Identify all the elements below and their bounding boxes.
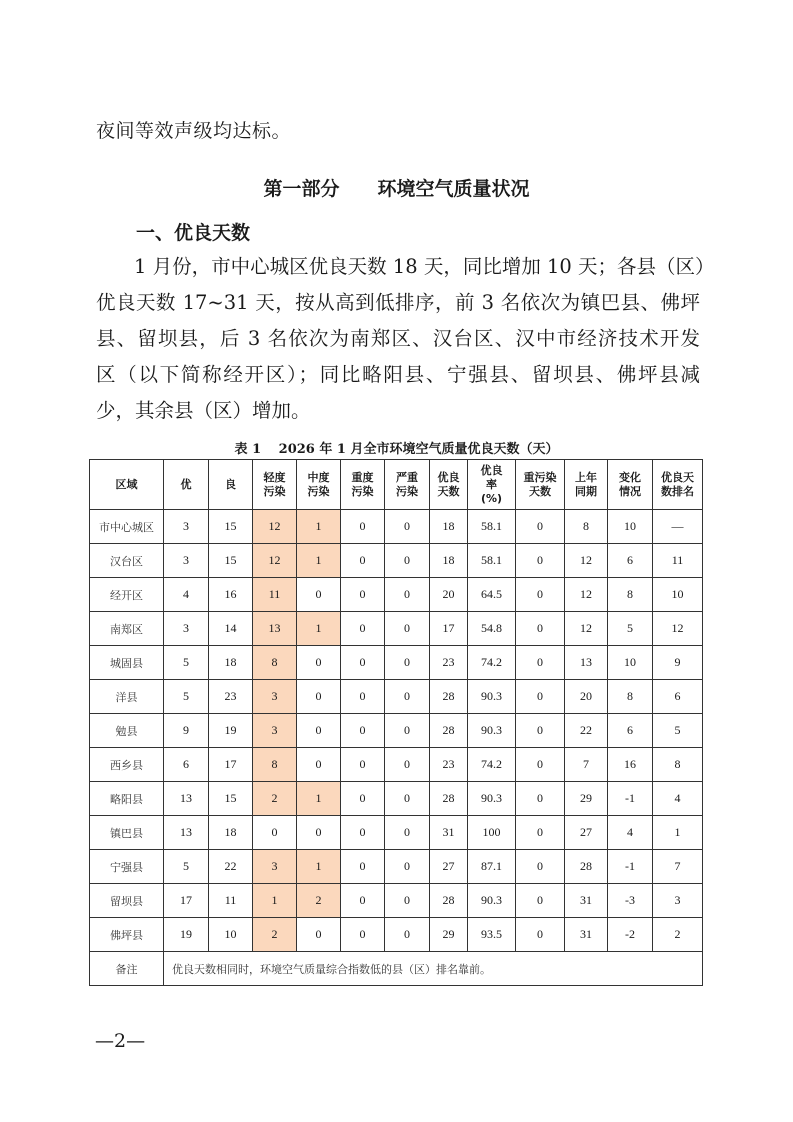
column-header-text: 同期 [575,484,597,498]
cell-last-year: 22 [565,714,608,748]
cell-good-days: 23 [430,646,468,680]
cell-heavy-days: 0 [516,612,565,646]
table-row [90,646,703,680]
part-title: 第一部分 环境空气质量状况 [263,178,530,200]
cell-moderate: 1 [297,612,341,646]
cell-rate: 100 [468,816,516,850]
cell-heavy-days: 0 [516,850,565,884]
cell-heavy: 0 [341,680,385,714]
column-header [468,460,516,510]
cell-heavy-days: 0 [516,510,565,544]
column-header-text: 优良 [437,470,460,484]
cell-moderate: 0 [297,578,341,612]
cell-heavy: 0 [341,816,385,850]
cell-good-days: 28 [430,680,468,714]
cell-severe: 0 [385,918,430,952]
cell-moderate: 0 [297,748,341,782]
column-header-text: 上年 [575,470,597,484]
cell-light: 2 [253,918,297,952]
cell-rate: 58.1 [468,510,516,544]
cell-heavy: 0 [341,544,385,578]
table-row [90,816,703,850]
table-row [90,918,703,952]
cell-heavy: 0 [341,748,385,782]
cell-good: 11 [209,884,253,918]
cell-light: 3 [253,714,297,748]
cell-moderate: 1 [297,510,341,544]
column-header [430,460,468,510]
cell-heavy: 0 [341,646,385,680]
cell-light: 11 [253,578,297,612]
cell-moderate: 1 [297,544,341,578]
paragraph-line: 优良天数 17~31 天，按从高到低排序，前 3 名依次为镇巴县、佛坪 [96,291,700,314]
table-row [90,884,703,918]
cell-excellent: 17 [164,884,209,918]
cell-area: 西乡县 [90,748,164,782]
cell-good: 17 [209,748,253,782]
table-row [90,612,703,646]
cell-severe: 0 [385,850,430,884]
cell-heavy: 0 [341,714,385,748]
column-header-text: 数排名 [661,484,694,498]
table-row [90,510,703,544]
cell-good-days: 29 [430,918,468,952]
cell-last-year: 13 [565,646,608,680]
cell-heavy: 0 [341,884,385,918]
cell-heavy: 0 [341,782,385,816]
cell-heavy: 0 [341,578,385,612]
cell-change: 16 [608,748,653,782]
cell-rank: 7 [653,850,703,884]
cell-change: -3 [608,884,653,918]
column-header [164,460,209,510]
cell-heavy-days: 0 [516,884,565,918]
cell-area: 汉台区 [90,544,164,578]
cell-light: 8 [253,646,297,680]
column-header-text: (%) [480,491,503,505]
table-row [90,578,703,612]
cell-rate: 54.8 [468,612,516,646]
cell-severe: 0 [385,578,430,612]
cell-last-year: 28 [565,850,608,884]
cell-heavy: 0 [341,850,385,884]
column-header-text: 污染 [351,484,374,498]
cell-excellent: 13 [164,816,209,850]
column-header [565,460,608,510]
cell-severe: 0 [385,544,430,578]
cell-heavy-days: 0 [516,748,565,782]
cell-excellent: 5 [164,646,209,680]
column-header [608,460,653,510]
cell-good-days: 28 [430,714,468,748]
cell-moderate: 0 [297,816,341,850]
column-header-text: 情况 [619,484,641,498]
cell-rank: 12 [653,612,703,646]
cell-heavy-days: 0 [516,782,565,816]
cell-heavy: 0 [341,612,385,646]
cell-rank: 10 [653,578,703,612]
cell-excellent: 9 [164,714,209,748]
column-header [297,460,341,510]
intro-line: 夜间等效声级均达标。 [96,120,292,142]
cell-area: 南郑区 [90,612,164,646]
column-header-text: 重污染 [523,470,557,484]
cell-good: 18 [209,816,253,850]
table-row [90,850,703,884]
cell-excellent: 5 [164,850,209,884]
cell-heavy: 0 [341,510,385,544]
cell-area: 佛坪县 [90,918,164,952]
cell-excellent: 13 [164,782,209,816]
cell-rank: 11 [653,544,703,578]
cell-good: 14 [209,612,253,646]
cell-light: 3 [253,850,297,884]
cell-good: 23 [209,680,253,714]
table-row [90,748,703,782]
cell-good-days: 28 [430,782,468,816]
table-caption: 表 1 2026 年 1 月全市环境空气质量优良天数（天） [234,442,559,457]
air-quality-table [89,459,703,986]
cell-light: 12 [253,510,297,544]
cell-rate: 74.2 [468,646,516,680]
cell-rate: 64.5 [468,578,516,612]
cell-last-year: 31 [565,884,608,918]
cell-severe: 0 [385,510,430,544]
body-paragraph [96,249,715,429]
cell-light: 8 [253,748,297,782]
cell-moderate: 0 [297,646,341,680]
cell-last-year: 20 [565,680,608,714]
cell-area: 镇巴县 [90,816,164,850]
cell-good: 22 [209,850,253,884]
cell-rank: 8 [653,748,703,782]
table-header-row [90,460,703,510]
cell-rate: 90.3 [468,782,516,816]
cell-change: -1 [608,782,653,816]
column-header [385,460,430,510]
cell-good: 15 [209,782,253,816]
cell-severe: 0 [385,884,430,918]
cell-light: 12 [253,544,297,578]
cell-excellent: 3 [164,510,209,544]
cell-good: 19 [209,714,253,748]
cell-change: 10 [608,646,653,680]
cell-change: 6 [608,544,653,578]
cell-light: 1 [253,884,297,918]
cell-moderate: 1 [297,782,341,816]
table-row [90,714,703,748]
column-header [653,460,703,510]
cell-rate: 90.3 [468,714,516,748]
column-header-text: 污染 [396,484,418,498]
cell-good: 18 [209,646,253,680]
column-header-text: 变化 [619,470,641,484]
cell-good-days: 23 [430,748,468,782]
cell-excellent: 5 [164,680,209,714]
column-header-text: 轻度 [263,470,286,484]
cell-heavy-days: 0 [516,544,565,578]
column-header-text: 率 [486,477,497,491]
column-header-text: 中度 [307,470,330,484]
cell-rate: 87.1 [468,850,516,884]
cell-good-days: 28 [430,884,468,918]
cell-rank: 9 [653,646,703,680]
cell-moderate: 0 [297,714,341,748]
cell-moderate: 1 [297,850,341,884]
column-header [516,460,565,510]
cell-severe: 0 [385,782,430,816]
cell-light: 13 [253,612,297,646]
cell-severe: 0 [385,680,430,714]
cell-heavy-days: 0 [516,918,565,952]
cell-change: 6 [608,714,653,748]
cell-rank: 6 [653,680,703,714]
cell-heavy: 0 [341,918,385,952]
cell-area: 留坝县 [90,884,164,918]
cell-good: 15 [209,544,253,578]
column-header-text: 天数 [437,484,460,498]
cell-moderate: 0 [297,918,341,952]
cell-rate: 90.3 [468,680,516,714]
note-row [90,952,703,986]
cell-rank: 2 [653,918,703,952]
cell-good-days: 17 [430,612,468,646]
column-header-text: 污染 [263,484,286,498]
cell-heavy-days: 0 [516,816,565,850]
table-row [90,680,703,714]
note-label: 备注 [90,952,164,986]
cell-area: 略阳县 [90,782,164,816]
column-header-text: 严重 [396,470,418,484]
cell-light: 3 [253,680,297,714]
column-header [253,460,297,510]
cell-area: 市中心城区 [90,510,164,544]
note-text: 优良天数相同时，环境空气质量综合指数低的县（区）排名靠前。 [164,952,703,986]
column-header-text: 良 [225,477,236,491]
section-title: 一、优良天数 [136,222,251,244]
cell-heavy-days: 0 [516,714,565,748]
column-header-text: 污染 [307,484,330,498]
cell-last-year: 7 [565,748,608,782]
table-body [90,510,703,986]
cell-area: 经开区 [90,578,164,612]
cell-severe: 0 [385,748,430,782]
paragraph-line: 少，其余县（区）增加。 [96,399,311,422]
cell-rank: 5 [653,714,703,748]
column-header [209,460,253,510]
cell-change: 5 [608,612,653,646]
cell-last-year: 8 [565,510,608,544]
cell-excellent: 3 [164,544,209,578]
table-row [90,782,703,816]
cell-last-year: 12 [565,612,608,646]
cell-good-days: 18 [430,510,468,544]
column-header-text: 天数 [529,484,551,498]
column-header-text: 重度 [351,470,374,484]
cell-area: 勉县 [90,714,164,748]
cell-change: -1 [608,850,653,884]
paragraph-line: 县、留坝县，后 3 名依次为南郑区、汉台区、汉中市经济技术开发 [96,327,700,350]
column-header [341,460,385,510]
column-header-text: 区域 [115,477,138,491]
cell-good: 10 [209,918,253,952]
cell-last-year: 12 [565,578,608,612]
column-header-text: 优 [180,477,192,491]
cell-area: 洋县 [90,680,164,714]
cell-light: 0 [253,816,297,850]
cell-good-days: 18 [430,544,468,578]
cell-good-days: 20 [430,578,468,612]
page-number: —2— [95,1030,146,1052]
cell-heavy-days: 0 [516,680,565,714]
cell-good-days: 31 [430,816,468,850]
cell-excellent: 19 [164,918,209,952]
cell-rank: 4 [653,782,703,816]
cell-rank: — [653,510,703,544]
cell-severe: 0 [385,612,430,646]
paragraph-line: 1 月份，市中心城区优良天数 18 天，同比增加 10 天；各县（区） [134,255,715,278]
cell-rate: 74.2 [468,748,516,782]
cell-area: 宁强县 [90,850,164,884]
cell-excellent: 4 [164,578,209,612]
cell-last-year: 27 [565,816,608,850]
cell-moderate: 0 [297,680,341,714]
cell-last-year: 29 [565,782,608,816]
cell-heavy-days: 0 [516,646,565,680]
cell-rank: 1 [653,816,703,850]
cell-rank: 3 [653,884,703,918]
cell-good-days: 27 [430,850,468,884]
cell-excellent: 6 [164,748,209,782]
cell-change: 8 [608,680,653,714]
cell-change: -2 [608,918,653,952]
column-header-text: 优良 [480,463,503,477]
cell-severe: 0 [385,646,430,680]
cell-change: 8 [608,578,653,612]
cell-good: 16 [209,578,253,612]
column-header [90,460,164,510]
cell-light: 2 [253,782,297,816]
cell-change: 4 [608,816,653,850]
cell-last-year: 12 [565,544,608,578]
cell-rate: 93.5 [468,918,516,952]
cell-excellent: 3 [164,612,209,646]
cell-change: 10 [608,510,653,544]
column-header-text: 优良天 [661,470,694,484]
cell-area: 城固县 [90,646,164,680]
cell-moderate: 2 [297,884,341,918]
cell-severe: 0 [385,714,430,748]
cell-heavy-days: 0 [516,578,565,612]
cell-good: 15 [209,510,253,544]
cell-last-year: 31 [565,918,608,952]
cell-rate: 90.3 [468,884,516,918]
cell-rate: 58.1 [468,544,516,578]
cell-severe: 0 [385,816,430,850]
paragraph-line: 区（以下简称经开区）；同比略阳县、宁强县、留坝县、佛坪县减 [96,363,700,386]
table-row [90,544,703,578]
